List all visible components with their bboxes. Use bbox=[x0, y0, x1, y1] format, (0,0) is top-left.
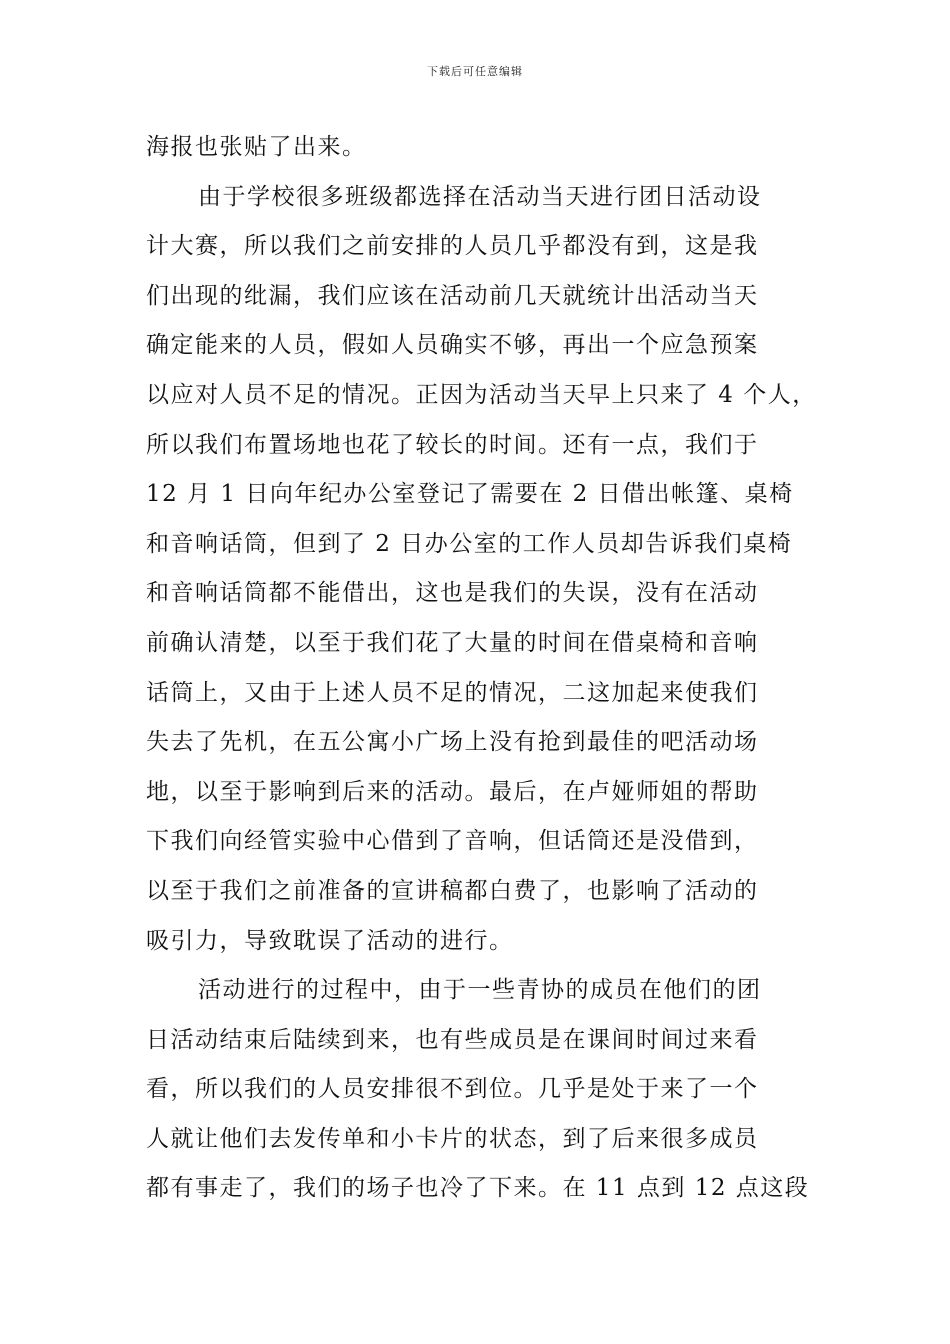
text-line: 和音响话筒，但到了 2 日办公室的工作人员却告诉我们桌椅 bbox=[146, 530, 793, 557]
text-line: 海报也张贴了出来。 bbox=[146, 134, 367, 160]
text-line: 活动进行的过程中，由于一些青协的成员在他们的团 bbox=[198, 977, 762, 1004]
text-line: 以至于我们之前准备的宣讲稿都白费了，也影响了活动的 bbox=[146, 877, 759, 904]
text-line: 失去了先机，在五公寓小广场上没有抢到最佳的吧活动场 bbox=[146, 729, 759, 756]
text-line: 话筒上，又由于上述人员不足的情况，二这加起来使我们 bbox=[146, 679, 759, 706]
text-line: 人就让他们去发传单和小卡片的状态，到了后来很多成员 bbox=[146, 1125, 759, 1152]
text-line: 和音响话筒都不能借出，这也是我们的失误，没有在活动 bbox=[146, 580, 759, 607]
text-line: 由于学校很多班级都选择在活动当天进行团日活动设 bbox=[198, 183, 762, 210]
text-line: 地，以至于影响到后来的活动。最后，在卢娅师姐的帮助 bbox=[146, 778, 759, 805]
text-line: 确定能来的人员，假如人员确实不够，再出一个应急预案 bbox=[146, 332, 759, 359]
text-line: 12 月 1 日向年纪办公室登记了需要在 2 日借出帐篷、桌椅 bbox=[146, 481, 794, 508]
text-line: 所以我们布置场地也花了较长的时间。还有一点，我们于 bbox=[146, 431, 759, 458]
text-line: 以应对人员不足的情况。正因为活动当天早上只来了 4 个人， bbox=[146, 381, 817, 408]
text-line: 计大赛，所以我们之前安排的人员几乎都没有到，这是我 bbox=[146, 233, 759, 260]
text-line: 吸引力，导致耽误了活动的进行。 bbox=[146, 927, 514, 954]
text-line: 前确认清楚，以至于我们花了大量的时间在借桌椅和音响 bbox=[146, 629, 759, 656]
text-line: 看，所以我们的人员安排很不到位。几乎是处于来了一个 bbox=[146, 1076, 759, 1103]
text-line: 下我们向经管实验中心借到了音响，但话筒还是没借到， bbox=[146, 828, 759, 855]
text-line: 们出现的纰漏，我们应该在活动前几天就统计出活动当天 bbox=[146, 282, 759, 309]
page-header: 下载后可任意编辑 bbox=[427, 65, 523, 78]
text-line: 日活动结束后陆续到来，也有些成员是在课间时间过来看 bbox=[146, 1026, 759, 1053]
body-text bbox=[146, 123, 816, 1214]
text-line: 都有事走了，我们的场子也冷了下来。在 11 点到 12 点这段 bbox=[146, 1175, 810, 1202]
